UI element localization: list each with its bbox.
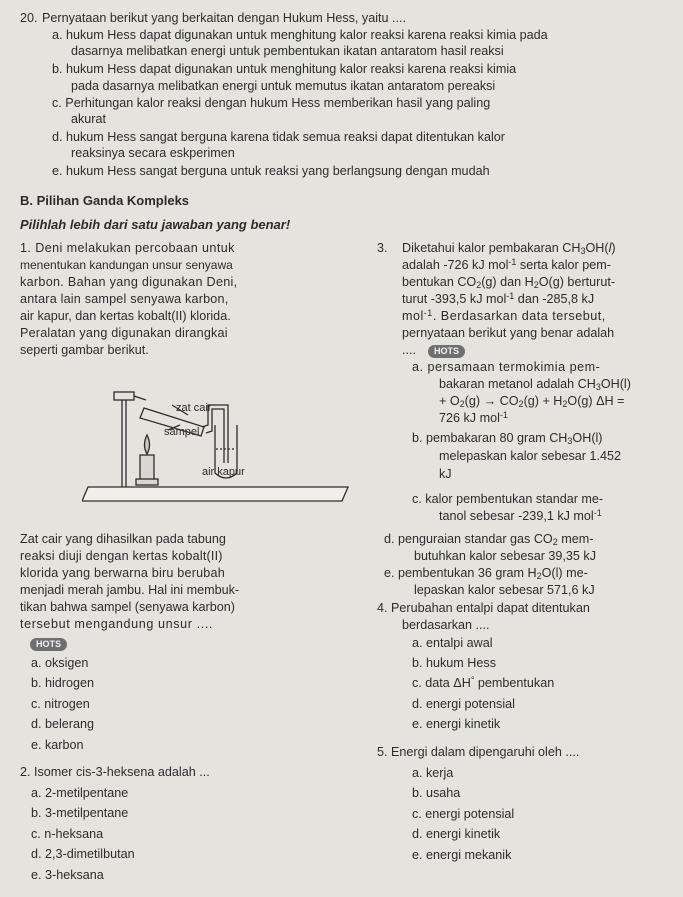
q1-option-e: e. karbon	[31, 738, 84, 752]
q20-option-b: b. hukum Hess dapat digunakan untuk menghitung kalor reaksi karena reaksi kimia	[52, 62, 517, 76]
q2-option-c: c. n-heksana	[31, 827, 104, 841]
q1-line-4: antara lain sampel senyawa karbon,	[20, 292, 229, 306]
q2-option-b: b. 3-metilpentane	[31, 806, 129, 820]
q1-para-4: menjadi merah jambu. Hal ini membuk-	[20, 583, 240, 597]
q3-line-3: bentukan $CO_2(g)$ dan $H_2O(g)$ berturut-	[402, 275, 616, 290]
q20-option-c: c. Perhitungan kalor reaksi dengan hukum Hess memberikan hasil yang paling	[52, 96, 491, 110]
q5-option-a: a. kerja	[412, 766, 454, 780]
q20-option-a: a. hukum Hess dapat digunakan untuk menghitung kalor reaksi karena reaksi kimia pada	[52, 28, 548, 42]
q3-option-a-l2: bakaran metanol adalah $CH_3OH(l)$	[439, 377, 631, 392]
section-instruction: Pilihlah lebih dari satu jawaban yang benar!	[20, 217, 291, 232]
q1-line-7: seperti gambar berikut.	[20, 343, 149, 357]
q3-option-d-l2: butuhkan kalor sebesar 39,35 kJ	[414, 549, 597, 563]
q4-stem-cont: berdasarkan ....	[402, 618, 490, 632]
q3-option-a: a. persamaan termokimia pem-	[412, 360, 601, 374]
figure-label-sample: sampel	[164, 426, 200, 438]
q3-option-b-l2: melepaskan kalor sebesar 1.452	[439, 449, 622, 463]
q2-option-d: d. 2,3-dimetilbutan	[31, 847, 135, 861]
q3-line-2: adalah -726 kJ mol$^{-1}$ serta kalor pem-	[402, 257, 611, 272]
q2-option-e: e. 3-heksana	[31, 868, 104, 882]
q4-option-a: a. entalpi awal	[412, 636, 493, 650]
q20-option-a-cont: dasarnya melibatkan energi untuk pembentukan ikatan antaratom hasil reaksi	[71, 44, 504, 58]
q20-option-d: d. hukum Hess sangat berguna karena tidak semua reaksi dapat ditentukan kalor	[52, 130, 505, 144]
q4-option-b: b. hukum Hess	[412, 656, 496, 670]
q3-option-a-l4: 726 kJ mol$^{-1}$	[439, 410, 508, 425]
q2-stem: 2. Isomer cis-3-heksena adalah ...	[20, 765, 210, 779]
q1-hots-badge: HOTS	[30, 638, 67, 651]
q1-line-1: 1. Deni melakukan percobaan untuk	[20, 241, 235, 255]
q3-option-b-l3: kJ	[439, 467, 452, 481]
q3-option-c: c. kalor pembentukan standar me-	[412, 492, 604, 506]
q3-line-5: mol$^{-1}$. Berdasarkan data tersebut,	[402, 308, 606, 323]
q1-para-2: reaksi diuji dengan kertas kobalt(II)	[20, 549, 223, 563]
q4-option-d: d. energi potensial	[412, 697, 515, 711]
q3-option-c-l2: tanol sebesar -239,1 kJ mol$^{-1}$	[439, 508, 602, 523]
q3-line-6: pernyataan berikut yang benar adalah	[402, 326, 615, 340]
figure-label-liquid: zat cair	[176, 402, 212, 414]
q1-line-2: menentukan kandungan unsur senyawa	[20, 258, 233, 272]
q1-para-6: tersebut mengandung unsur ....	[20, 617, 214, 631]
q3-line-7: ....	[402, 343, 416, 357]
q4-stem: 4. Perubahan entalpi dapat ditentukan	[377, 601, 590, 615]
q3-number: 3.	[377, 241, 388, 255]
q20-number: 20.	[20, 11, 38, 25]
apparatus-drawing	[82, 375, 350, 503]
q5-option-b: b. usaha	[412, 786, 461, 800]
q4-option-c: c. data ΔH° pembentukan	[412, 675, 555, 690]
q3-option-a-l3: + $O_2(g) \to CO_2(g) + H_2O(g) \Delta H$ =	[439, 394, 625, 409]
q20-option-c-cont: akurat	[71, 112, 107, 126]
q3-option-b: b. pembakaran 80 gram $CH_3OH(l)$	[412, 431, 603, 446]
q1-para-1: Zat cair yang dihasilkan pada tabung	[20, 532, 226, 546]
q5-option-d: d. energi kinetik	[412, 827, 501, 841]
q1-para-3: klorida yang berwarna biru berubah	[20, 566, 225, 580]
apparatus-figure	[82, 375, 350, 503]
q3-line-4: turut -393,5 kJ mol$^{-1}$ dan -285,8 kJ	[402, 291, 595, 306]
q1-line-3: karbon. Bahan yang digunakan Deni,	[20, 275, 238, 289]
q20-option-e: e. hukum Hess sangat berguna untuk reaksi yang berlangsung dengan mudah	[52, 164, 490, 178]
q3-line-1: Diketahui kalor pembakaran $CH_3OH(l)$	[402, 241, 616, 256]
q5-option-e: e. energi mekanik	[412, 848, 512, 862]
q20-option-b-cont: pada dasarnya melibatkan energi untuk memutus ikatan antaratom pereaksi	[71, 79, 496, 93]
q20-option-d-cont: reaksinya secara eskperimen	[71, 146, 235, 160]
q3-option-d: d. penguraian standar gas $CO_2$ mem-	[384, 532, 594, 547]
figure-label-limewater: air kapur	[202, 466, 245, 478]
q5-option-c: c. energi potensial	[412, 807, 515, 821]
q4-option-e: e. energi kinetik	[412, 717, 501, 731]
q1-para-5: tikan bahwa sampel (senyawa karbon)	[20, 600, 235, 614]
q3-hots-badge: HOTS	[428, 345, 465, 358]
q1-option-c: c. nitrogen	[31, 697, 90, 711]
q3-option-e-l2: lepaskan kalor sebesar 571,6 kJ	[414, 583, 595, 597]
section-title: B. Pilihan Ganda Kompleks	[20, 193, 190, 208]
q1-line-6: Peralatan yang digunakan dirangkai	[20, 326, 228, 340]
q5-stem: 5. Energi dalam dipengaruhi oleh ....	[377, 745, 580, 759]
q2-option-a: a. 2-metilpentane	[31, 786, 129, 800]
q3-option-e: e. pembentukan 36 gram $H_2O(l)$ me-	[384, 566, 588, 581]
q1-line-5: air kapur, dan kertas kobalt(II) klorida.	[20, 309, 231, 323]
q1-option-b: b. hidrogen	[31, 676, 95, 690]
q1-option-d: d. belerang	[31, 717, 95, 731]
q20-stem: Pernyataan berikut yang berkaitan dengan Hukum Hess, yaitu ....	[42, 11, 407, 25]
q1-option-a: a. oksigen	[31, 656, 89, 670]
